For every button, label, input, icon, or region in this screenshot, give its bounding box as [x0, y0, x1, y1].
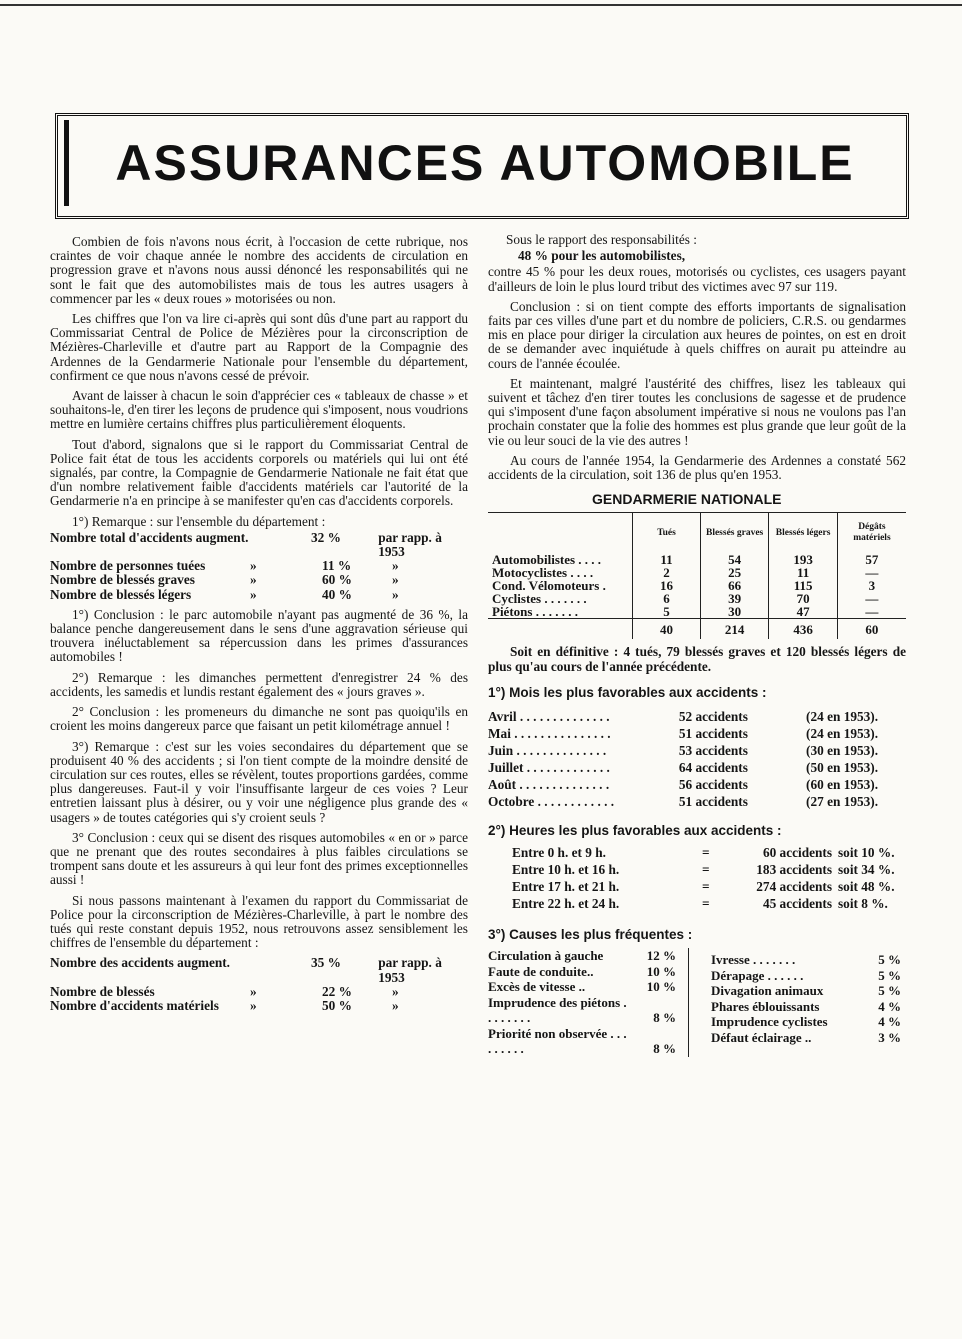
- month-label: Mai . . . . . . . . . . . . . . .: [488, 726, 611, 742]
- stat-label: Nombre des accidents augment.: [50, 955, 230, 971]
- month-row: [488, 776, 906, 793]
- stat-row: [50, 999, 468, 1013]
- cause-value: 3 %: [878, 1029, 901, 1045]
- paragraph: Soit en définitive : 4 tués, 79 blessés graves et 120 blessés légers de plus qu'au cours de l'année précédente.: [488, 644, 906, 674]
- equals-sign: =: [702, 879, 710, 895]
- stat-value: 11 %: [322, 558, 352, 574]
- stat-list-mezieres: [50, 956, 468, 1013]
- month-accidents: 64 accidents: [678, 760, 748, 776]
- stat-value: 22 %: [322, 983, 352, 999]
- cell: —: [837, 605, 906, 619]
- stat-note: par rapp. à 1953: [378, 529, 442, 560]
- stat-list-departement: [50, 531, 468, 602]
- cause-row: [711, 983, 901, 999]
- cell: 115: [769, 579, 837, 592]
- paragraph: Les chiffres que l'on va lire ci-après qui sont dûs d'une part au rapport du Commissariat Central de Police de Mézières pour la circonscription de Mézières-Charleville et d'autre part au Rapport de la Compagnie des Ardennes de la Gendarmerie Nationale pour l'ensemble du département, confirment ce que nous n'avons cessé de prévoir.: [50, 311, 468, 383]
- cause-label: Imprudence des piétons . . . . . . . .: [488, 994, 627, 1026]
- cause-value: 10 %: [646, 963, 676, 979]
- cause-value: 8 %: [653, 1010, 676, 1026]
- hour-share: soit 10 %.: [838, 845, 895, 861]
- stat-mark: »: [250, 586, 257, 602]
- paragraph: 2°) Remarque : les dimanches permettent d'enregistrer 24 % des accidents, les samedis et lundis restant également des « jours graves ».: [50, 669, 468, 699]
- title-bar-ornament: [64, 120, 69, 206]
- stat-note: »: [392, 983, 399, 999]
- table-header-row: [488, 513, 906, 553]
- cause-row: [711, 968, 901, 984]
- cause-label: Divagation animaux: [711, 983, 824, 999]
- paragraph: contre 45 % pour les deux roues, motorisés ou cyclistes, ces usagers payant d'ailleurs de loin le plus lourd tribut des victimes avec 97 sur 119.: [488, 264, 906, 294]
- stat-row: [50, 956, 468, 984]
- cause-label: Phares éblouissants: [711, 998, 820, 1014]
- cause-value: 4 %: [878, 1014, 901, 1030]
- table-title: GENDARMERIE NATIONALE: [592, 491, 782, 508]
- cause-label: Faute de conduite..: [488, 963, 594, 979]
- stat-value: 50 %: [322, 997, 352, 1013]
- month-label: Juillet . . . . . . . . . . . . .: [488, 760, 610, 776]
- stat-value: 40 %: [322, 586, 352, 602]
- cause-label: Circulation à gauche: [488, 948, 604, 964]
- column-header: Dégâts matériels: [837, 513, 906, 553]
- cause-label: Priorité non observée . . . . . . . . .: [488, 1025, 627, 1057]
- cell: —: [837, 566, 906, 579]
- page-title: ASSURANCES AUTOMOBILE: [115, 135, 855, 191]
- stat-label: Nombre d'accidents matériels: [50, 997, 219, 1013]
- stat-label: Nombre total d'accidents augment.: [50, 529, 249, 545]
- row-label: Automobilistes . . . .: [492, 552, 602, 568]
- right-column: [488, 233, 906, 1057]
- cell: 66: [700, 579, 768, 592]
- cell: 25: [700, 566, 768, 579]
- stat-value: 32 %: [311, 529, 341, 545]
- stat-mark: »: [250, 558, 257, 574]
- month-label: Octobre . . . . . . . . . . . .: [488, 794, 615, 810]
- cell: 11: [633, 553, 701, 566]
- paragraph: Si nous passons maintenant à l'examen du rapport du Commissariat de Police pour la circonscription de Mézières-Charleville, à part le nombre des tués qui reste constant depuis 1952, nous retrouvons assez sensiblement les chiffres de l'ensemble du département :: [50, 892, 468, 951]
- cell: 2: [633, 566, 701, 579]
- stat-mark: »: [250, 997, 257, 1013]
- cause-value: 12 %: [646, 948, 676, 964]
- column-header: Blessés légers: [769, 513, 837, 553]
- cause-row: [488, 1026, 676, 1057]
- hour-row: [512, 878, 906, 895]
- cell: 16: [633, 579, 701, 592]
- hours-list: [488, 844, 906, 912]
- paragraph: 1°) Conclusion : le parc automobile n'ayant pas augmenté de 36 %, la balance penche dangereusement dans le sens d'une aggravation sérieuse qui trouvera inéluctablement sa répercussion dans les primes d'assurances automobiles !: [50, 606, 468, 665]
- total-cell: 40: [633, 619, 701, 640]
- month-previous: (50 en 1953).: [806, 760, 879, 776]
- cell: 30: [700, 605, 768, 619]
- month-accidents: 51 accidents: [678, 794, 748, 810]
- cause-row: [711, 952, 901, 968]
- stat-mark: »: [250, 983, 257, 999]
- hour-range: Entre 17 h. et 21 h.: [512, 879, 620, 895]
- stat-note: »: [392, 586, 399, 602]
- row-label: Cyclistes . . . . . . .: [492, 591, 587, 607]
- column-header: Tués: [633, 513, 701, 553]
- cause-value: 5 %: [878, 983, 901, 999]
- paragraph: Avant de laisser à chacun le soin d'apprécier ces « tableaux de chasse » et souhaitons-le, d'en tirer les leçons de prudence qui s'imposent, nous voudrions mettre en lumière certains chiffres plus particulièrement éloquents.: [50, 388, 468, 432]
- month-previous: (30 en 1953).: [806, 743, 879, 759]
- month-label: Juin . . . . . . . . . . . . . .: [488, 743, 607, 759]
- stat-row: [50, 531, 468, 559]
- hour-accidents: 45 accidents: [762, 896, 832, 912]
- hour-accidents: 183 accidents: [756, 862, 832, 878]
- responsibility-heading: Sous le rapport des responsabilités :: [506, 232, 697, 247]
- left-column: [50, 235, 468, 1013]
- total-cell: 214: [700, 619, 768, 640]
- stat-note: »: [392, 572, 399, 588]
- month-previous: (24 en 1953).: [806, 726, 879, 742]
- cause-row: [711, 1030, 901, 1046]
- stat-note: »: [392, 558, 399, 574]
- cause-row: [488, 995, 676, 1026]
- paragraph: Tout d'abord, signalons que si le rapport du Commissariat Central de Police fait état de tous les accidents corporels ou matériels qui lui ont été signalés, par contre, la Compagnie de Gendarmerie Nationale ne fait état que d'un nombre relativement faible d'accidents matériels car l'autorité de la Gendarmerie n'a en principe à se manifester qu'en cas d'accidents corporels.: [50, 436, 468, 509]
- table-row: [488, 605, 906, 619]
- cell: 5: [633, 605, 701, 619]
- cause-row: [488, 948, 676, 964]
- cause-row: [711, 1014, 901, 1030]
- stat-note: »: [392, 997, 399, 1013]
- cause-row: [711, 999, 901, 1015]
- month-row: [488, 725, 906, 742]
- gendarmerie-table: [488, 513, 906, 639]
- hour-share: soit 48 %.: [838, 879, 895, 895]
- row-label: Motocyclistes . . . .: [492, 565, 594, 581]
- paragraph: 3° Conclusion : ceux qui se disent des risques automobiles « en or » parce que ne prenant que des routes secondaires à plus faibles circulations se trompent sans doute et les assureurs à qui leur font des primes exceptionnelles aussi !: [50, 829, 468, 888]
- hours-heading: 2°) Heures les plus favorables aux accidents :: [488, 823, 782, 839]
- cause-label: Dérapage . . . . . .: [711, 967, 804, 983]
- causes-list: [488, 948, 906, 1057]
- month-row: [488, 759, 906, 776]
- equals-sign: =: [702, 845, 710, 861]
- paragraph: Et maintenant, malgré l'austérité des chiffres, lisez les tableaux qui suivent et tâchez d'en tirer toutes les conclusions de sagesse et de prudence qui s'imposent d'une façon absolument impérative si nous ne voulons pas l'an prochain constater que la folie des hommes est plus grande que leur goût de la vie ou leur souci de la vie des autres !: [488, 375, 906, 448]
- months-list: [488, 708, 906, 810]
- cause-label: Défaut éclairage ..: [711, 1029, 812, 1045]
- stat-note: par rapp. à 1953: [378, 955, 442, 985]
- month-previous: (27 en 1953).: [806, 794, 879, 810]
- cause-value: 10 %: [646, 979, 676, 995]
- paragraph: 3°) Remarque : c'est sur les voies secondaires du département que se produisent 40 % des accidents ; si l'on tient compte de la moindre densité de circulation sur ces routes, elles se révèlent, toutes proportions gardées, comme plus dangereuses. Faut-il y voir l'insuffisante largeur de ces voies ? Leur entretien laissant plus à désirer, ou y voir une négligence plus grande des « usagers » de toutes catégories qui s'y croient seuls ?: [50, 738, 468, 825]
- equals-sign: =: [702, 862, 710, 878]
- cause-value: 5 %: [878, 967, 901, 983]
- paragraph: Conclusion : si on tient compte des efforts importants de signalisation faits par ces villes d'une part et du nombre de policiers, C.R.S. ou gendarmes mis en place pour diriger la circulation aux heures de pointes, on est en droit de se demander avec inquiétude à quels chiffres on aurait pu atteindre au cours de l'année écoulée.: [488, 298, 906, 371]
- hour-range: Entre 22 h. et 24 h.: [512, 896, 620, 912]
- cell: 47: [769, 605, 837, 619]
- month-accidents: 53 accidents: [678, 743, 748, 759]
- cell: 70: [769, 592, 837, 605]
- paragraph: 2° Conclusion : les promeneurs du dimanche ne sont pas quoiqu'ils en croient les moins dangereux parce que faisant un petit kilométrage annuel !: [50, 704, 468, 734]
- equals-sign: =: [702, 896, 710, 912]
- total-label-blank: [488, 619, 633, 640]
- cause-row: [488, 979, 676, 995]
- stat-label: Nombre de personnes tuées: [50, 558, 206, 574]
- stat-label: Nombre de blessés: [50, 983, 155, 999]
- month-accidents: 52 accidents: [678, 709, 748, 725]
- hour-row: [512, 844, 906, 861]
- stat-value: 60 %: [322, 572, 352, 588]
- cause-row: [488, 964, 676, 980]
- month-row: [488, 793, 906, 810]
- column-header: Blessés graves: [700, 513, 768, 553]
- month-previous: (24 en 1953).: [806, 709, 879, 725]
- cell: 193: [769, 553, 837, 566]
- hour-row: [512, 861, 906, 878]
- month-label: Août . . . . . . . . . . . . . .: [488, 777, 610, 793]
- cause-value: 5 %: [878, 952, 901, 968]
- cell: 6: [633, 592, 701, 605]
- remark-heading: 1°) Remarque : sur l'ensemble du département :: [72, 513, 326, 529]
- causes-left-column: [488, 948, 689, 1057]
- causes-right-column: [689, 952, 901, 1057]
- hour-row: [512, 895, 906, 912]
- paragraph: Combien de fois n'avons nous écrit, à l'occasion de cette rubrique, nos craintes de voir chaque année le nombre des accidents de circulation en progression grave et n'avons nous aussi dénoncé les responsabilités qui ne sont le fait que des automobilistes mais de tous les autres usagers à commencer par les « deux roues » motorisées ou non.: [50, 234, 468, 306]
- stat-row: [50, 985, 468, 999]
- stat-label: Nombre de blessés légers: [50, 586, 192, 602]
- table-corner: [488, 513, 633, 553]
- cell: 54: [700, 553, 768, 566]
- hour-accidents: 274 accidents: [756, 879, 832, 895]
- stat-label: Nombre de blessés graves: [50, 572, 195, 588]
- top-rule: [0, 4, 962, 6]
- total-cell: 60: [837, 619, 906, 640]
- stat-row: [50, 588, 468, 602]
- hour-share: soit 8 %.: [838, 896, 888, 912]
- cause-label: Excès de vitesse ..: [488, 979, 586, 995]
- cell: 11: [769, 566, 837, 579]
- month-label: Avril . . . . . . . . . . . . . .: [488, 709, 610, 725]
- total-cell: 436: [769, 619, 837, 640]
- hour-accidents: 60 accidents: [762, 845, 832, 861]
- cell: —: [837, 592, 906, 605]
- hour-range: Entre 0 h. et 9 h.: [512, 845, 606, 861]
- month-previous: (60 en 1953).: [806, 777, 879, 793]
- cause-value: 4 %: [878, 998, 901, 1014]
- table-total-row: [488, 619, 906, 640]
- row-label: Cond. Vélomoteurs .: [492, 578, 606, 594]
- cell: 3: [837, 579, 906, 592]
- stat-mark: »: [250, 572, 257, 588]
- responsibility-line: 48 % pour les automobilistes,: [518, 248, 686, 264]
- month-row: [488, 708, 906, 725]
- cause-label: Ivresse . . . . . . .: [711, 952, 796, 968]
- cause-value: 8 %: [653, 1041, 676, 1057]
- hour-share: soit 34 %.: [838, 862, 895, 878]
- stat-row: [50, 559, 468, 573]
- cell: 57: [837, 553, 906, 566]
- paragraph: Au cours de l'année 1954, la Gendarmerie des Ardennes a constaté 562 accidents de la circulation, soit 136 de plus qu'en 1953.: [488, 452, 906, 483]
- causes-heading: 3°) Causes les plus fréquentes :: [488, 927, 693, 943]
- cell: 39: [700, 592, 768, 605]
- stat-row: [50, 573, 468, 587]
- month-row: [488, 742, 906, 759]
- cause-label: Imprudence cyclistes: [711, 1014, 828, 1030]
- months-heading: 1°) Mois les plus favorables aux accidents :: [488, 684, 767, 700]
- month-accidents: 56 accidents: [678, 777, 748, 793]
- month-accidents: 51 accidents: [678, 726, 748, 742]
- row-label: Piétons . . . . . . .: [492, 604, 578, 620]
- hour-range: Entre 10 h. et 16 h.: [512, 862, 620, 878]
- stat-value: 35 %: [311, 955, 341, 971]
